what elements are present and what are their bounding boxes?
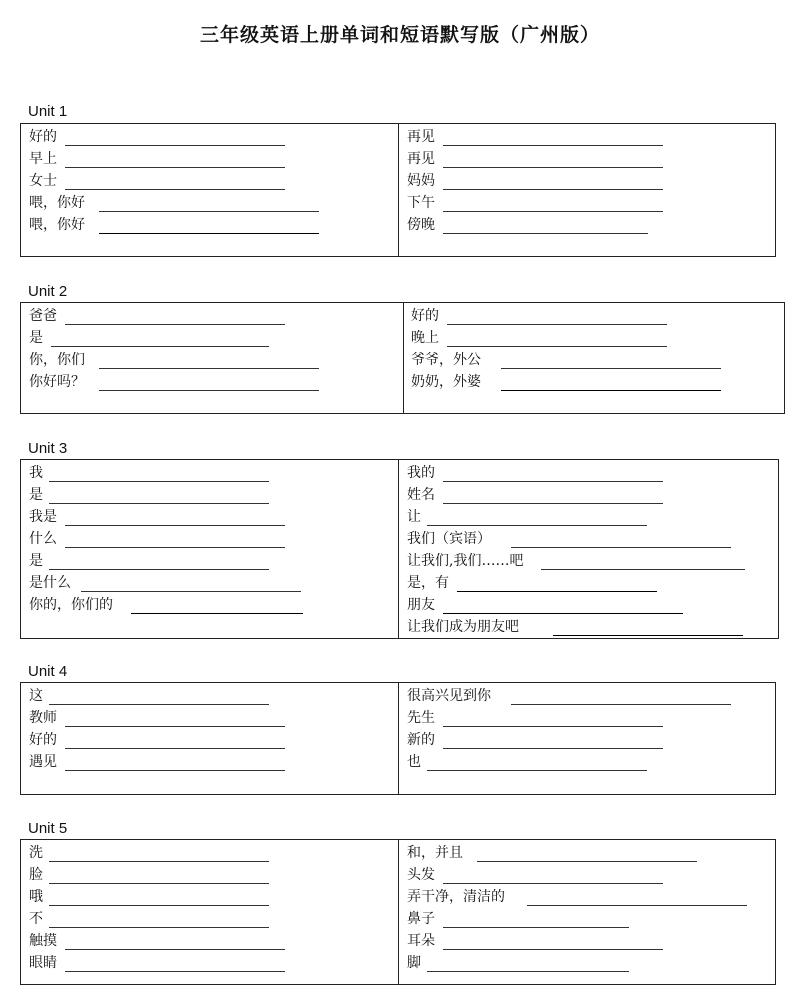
answer-blank[interactable]	[443, 211, 663, 212]
answer-blank[interactable]	[443, 503, 663, 504]
word-prompt: 我们（宾语）	[407, 531, 491, 547]
answer-blank[interactable]	[443, 949, 663, 950]
word-prompt: 这	[29, 688, 43, 704]
word-prompt: 妈妈	[407, 173, 435, 189]
answer-blank[interactable]	[427, 971, 629, 972]
answer-blank[interactable]	[501, 390, 721, 391]
answer-blank[interactable]	[49, 927, 269, 928]
word-prompt: 好的	[29, 129, 57, 145]
word-prompt: 是，有	[407, 575, 449, 591]
word-prompt: 你的，你们的	[29, 597, 113, 613]
word-prompt: 再见	[407, 151, 435, 167]
answer-blank[interactable]	[443, 145, 663, 146]
word-prompt: 头发	[407, 867, 435, 883]
answer-blank[interactable]	[99, 368, 319, 369]
worksheet-title: 三年级英语上册单词和短语默写版（广州版）	[199, 24, 600, 46]
word-prompt: 朋友	[407, 597, 435, 613]
word-prompt: 什么	[29, 531, 57, 547]
word-prompt: 是	[29, 330, 43, 346]
answer-blank[interactable]	[501, 368, 721, 369]
unit-3-box	[20, 459, 779, 639]
answer-blank[interactable]	[99, 233, 319, 234]
word-prompt: 奶奶，外婆	[411, 374, 481, 390]
answer-blank[interactable]	[49, 905, 269, 906]
answer-blank[interactable]	[49, 569, 269, 570]
answer-blank[interactable]	[443, 726, 663, 727]
answer-blank[interactable]	[65, 167, 285, 168]
word-prompt: 让	[407, 509, 421, 525]
word-prompt: 让我们,我们……吧	[407, 553, 524, 569]
answer-blank[interactable]	[511, 704, 731, 705]
word-prompt: 耳朵	[407, 933, 435, 949]
answer-blank[interactable]	[65, 324, 285, 325]
column-divider	[398, 460, 399, 638]
answer-blank[interactable]	[477, 861, 697, 862]
word-prompt: 你，你们	[29, 352, 85, 368]
word-prompt: 眼睛	[29, 955, 57, 971]
column-divider	[398, 124, 399, 256]
column-divider	[398, 840, 399, 984]
word-prompt: 和，并且	[407, 845, 463, 861]
answer-blank[interactable]	[65, 949, 285, 950]
word-prompt: 好的	[411, 308, 439, 324]
answer-blank[interactable]	[443, 927, 629, 928]
word-prompt: 哦	[29, 889, 43, 905]
word-prompt: 不	[29, 911, 43, 927]
unit-4-label: Unit 4	[28, 663, 68, 680]
answer-blank[interactable]	[99, 211, 319, 212]
word-prompt: 触摸	[29, 933, 57, 949]
word-prompt: 很高兴见到你	[407, 688, 491, 704]
word-prompt: 教师	[29, 710, 57, 726]
word-prompt: 再见	[407, 129, 435, 145]
unit-3-label: Unit 3	[28, 440, 68, 457]
answer-blank[interactable]	[131, 613, 303, 614]
word-prompt: 是什么	[29, 575, 71, 591]
unit-2-label: Unit 2	[28, 283, 68, 300]
answer-blank[interactable]	[81, 591, 301, 592]
word-prompt: 弄干净，清洁的	[407, 889, 505, 905]
answer-blank[interactable]	[51, 346, 269, 347]
answer-blank[interactable]	[427, 770, 647, 771]
answer-blank[interactable]	[447, 324, 667, 325]
answer-blank[interactable]	[443, 883, 663, 884]
unit-5-label: Unit 5	[28, 820, 68, 837]
word-prompt: 也	[407, 754, 421, 770]
answer-blank[interactable]	[553, 635, 743, 636]
column-divider	[403, 303, 404, 413]
unit-2-box	[20, 302, 785, 414]
answer-blank[interactable]	[49, 704, 269, 705]
word-prompt: 我是	[29, 509, 57, 525]
answer-blank[interactable]	[443, 481, 663, 482]
word-prompt: 好的	[29, 732, 57, 748]
answer-blank[interactable]	[541, 569, 745, 570]
answer-blank[interactable]	[427, 525, 647, 526]
word-prompt: 新的	[407, 732, 435, 748]
answer-blank[interactable]	[65, 547, 285, 548]
answer-blank[interactable]	[49, 481, 269, 482]
answer-blank[interactable]	[99, 390, 319, 391]
answer-blank[interactable]	[443, 167, 663, 168]
word-prompt: 喂，你好	[29, 195, 85, 211]
unit-5-box	[20, 839, 776, 985]
answer-blank[interactable]	[65, 726, 285, 727]
unit-1-box	[20, 123, 776, 257]
word-prompt: 是	[29, 487, 43, 503]
word-prompt: 喂，你好	[29, 217, 85, 233]
answer-blank[interactable]	[443, 189, 663, 190]
column-divider	[398, 683, 399, 794]
answer-blank[interactable]	[65, 748, 285, 749]
word-prompt: 爸爸	[29, 308, 57, 324]
word-prompt: 姓名	[407, 487, 435, 503]
word-prompt: 脚	[407, 955, 421, 971]
word-prompt: 爷爷，外公	[411, 352, 481, 368]
word-prompt: 让我们成为朋友吧	[407, 619, 519, 635]
answer-blank[interactable]	[457, 591, 657, 592]
answer-blank[interactable]	[49, 883, 269, 884]
word-prompt: 鼻子	[407, 911, 435, 927]
word-prompt: 下午	[407, 195, 435, 211]
word-prompt: 遇见	[29, 754, 57, 770]
word-prompt: 早上	[29, 151, 57, 167]
answer-blank[interactable]	[443, 613, 683, 614]
word-prompt: 先生	[407, 710, 435, 726]
word-prompt: 我的	[407, 465, 435, 481]
word-prompt: 女士	[29, 173, 57, 189]
answer-blank[interactable]	[511, 547, 731, 548]
answer-blank[interactable]	[443, 748, 663, 749]
answer-blank[interactable]	[65, 971, 285, 972]
word-prompt: 是	[29, 553, 43, 569]
answer-blank[interactable]	[65, 145, 285, 146]
answer-blank[interactable]	[527, 905, 747, 906]
answer-blank[interactable]	[65, 525, 285, 526]
unit-4-box	[20, 682, 776, 795]
answer-blank[interactable]	[65, 770, 285, 771]
answer-blank[interactable]	[49, 503, 269, 504]
answer-blank[interactable]	[65, 189, 285, 190]
word-prompt: 晚上	[411, 330, 439, 346]
word-prompt: 你好吗？	[29, 374, 85, 390]
word-prompt: 脸	[29, 867, 43, 883]
answer-blank[interactable]	[49, 861, 269, 862]
unit-1-label: Unit 1	[28, 103, 68, 120]
word-prompt: 我	[29, 465, 43, 481]
word-prompt: 洗	[29, 845, 43, 861]
answer-blank[interactable]	[447, 346, 667, 347]
word-prompt: 傍晚	[407, 217, 435, 233]
answer-blank[interactable]	[443, 233, 648, 234]
